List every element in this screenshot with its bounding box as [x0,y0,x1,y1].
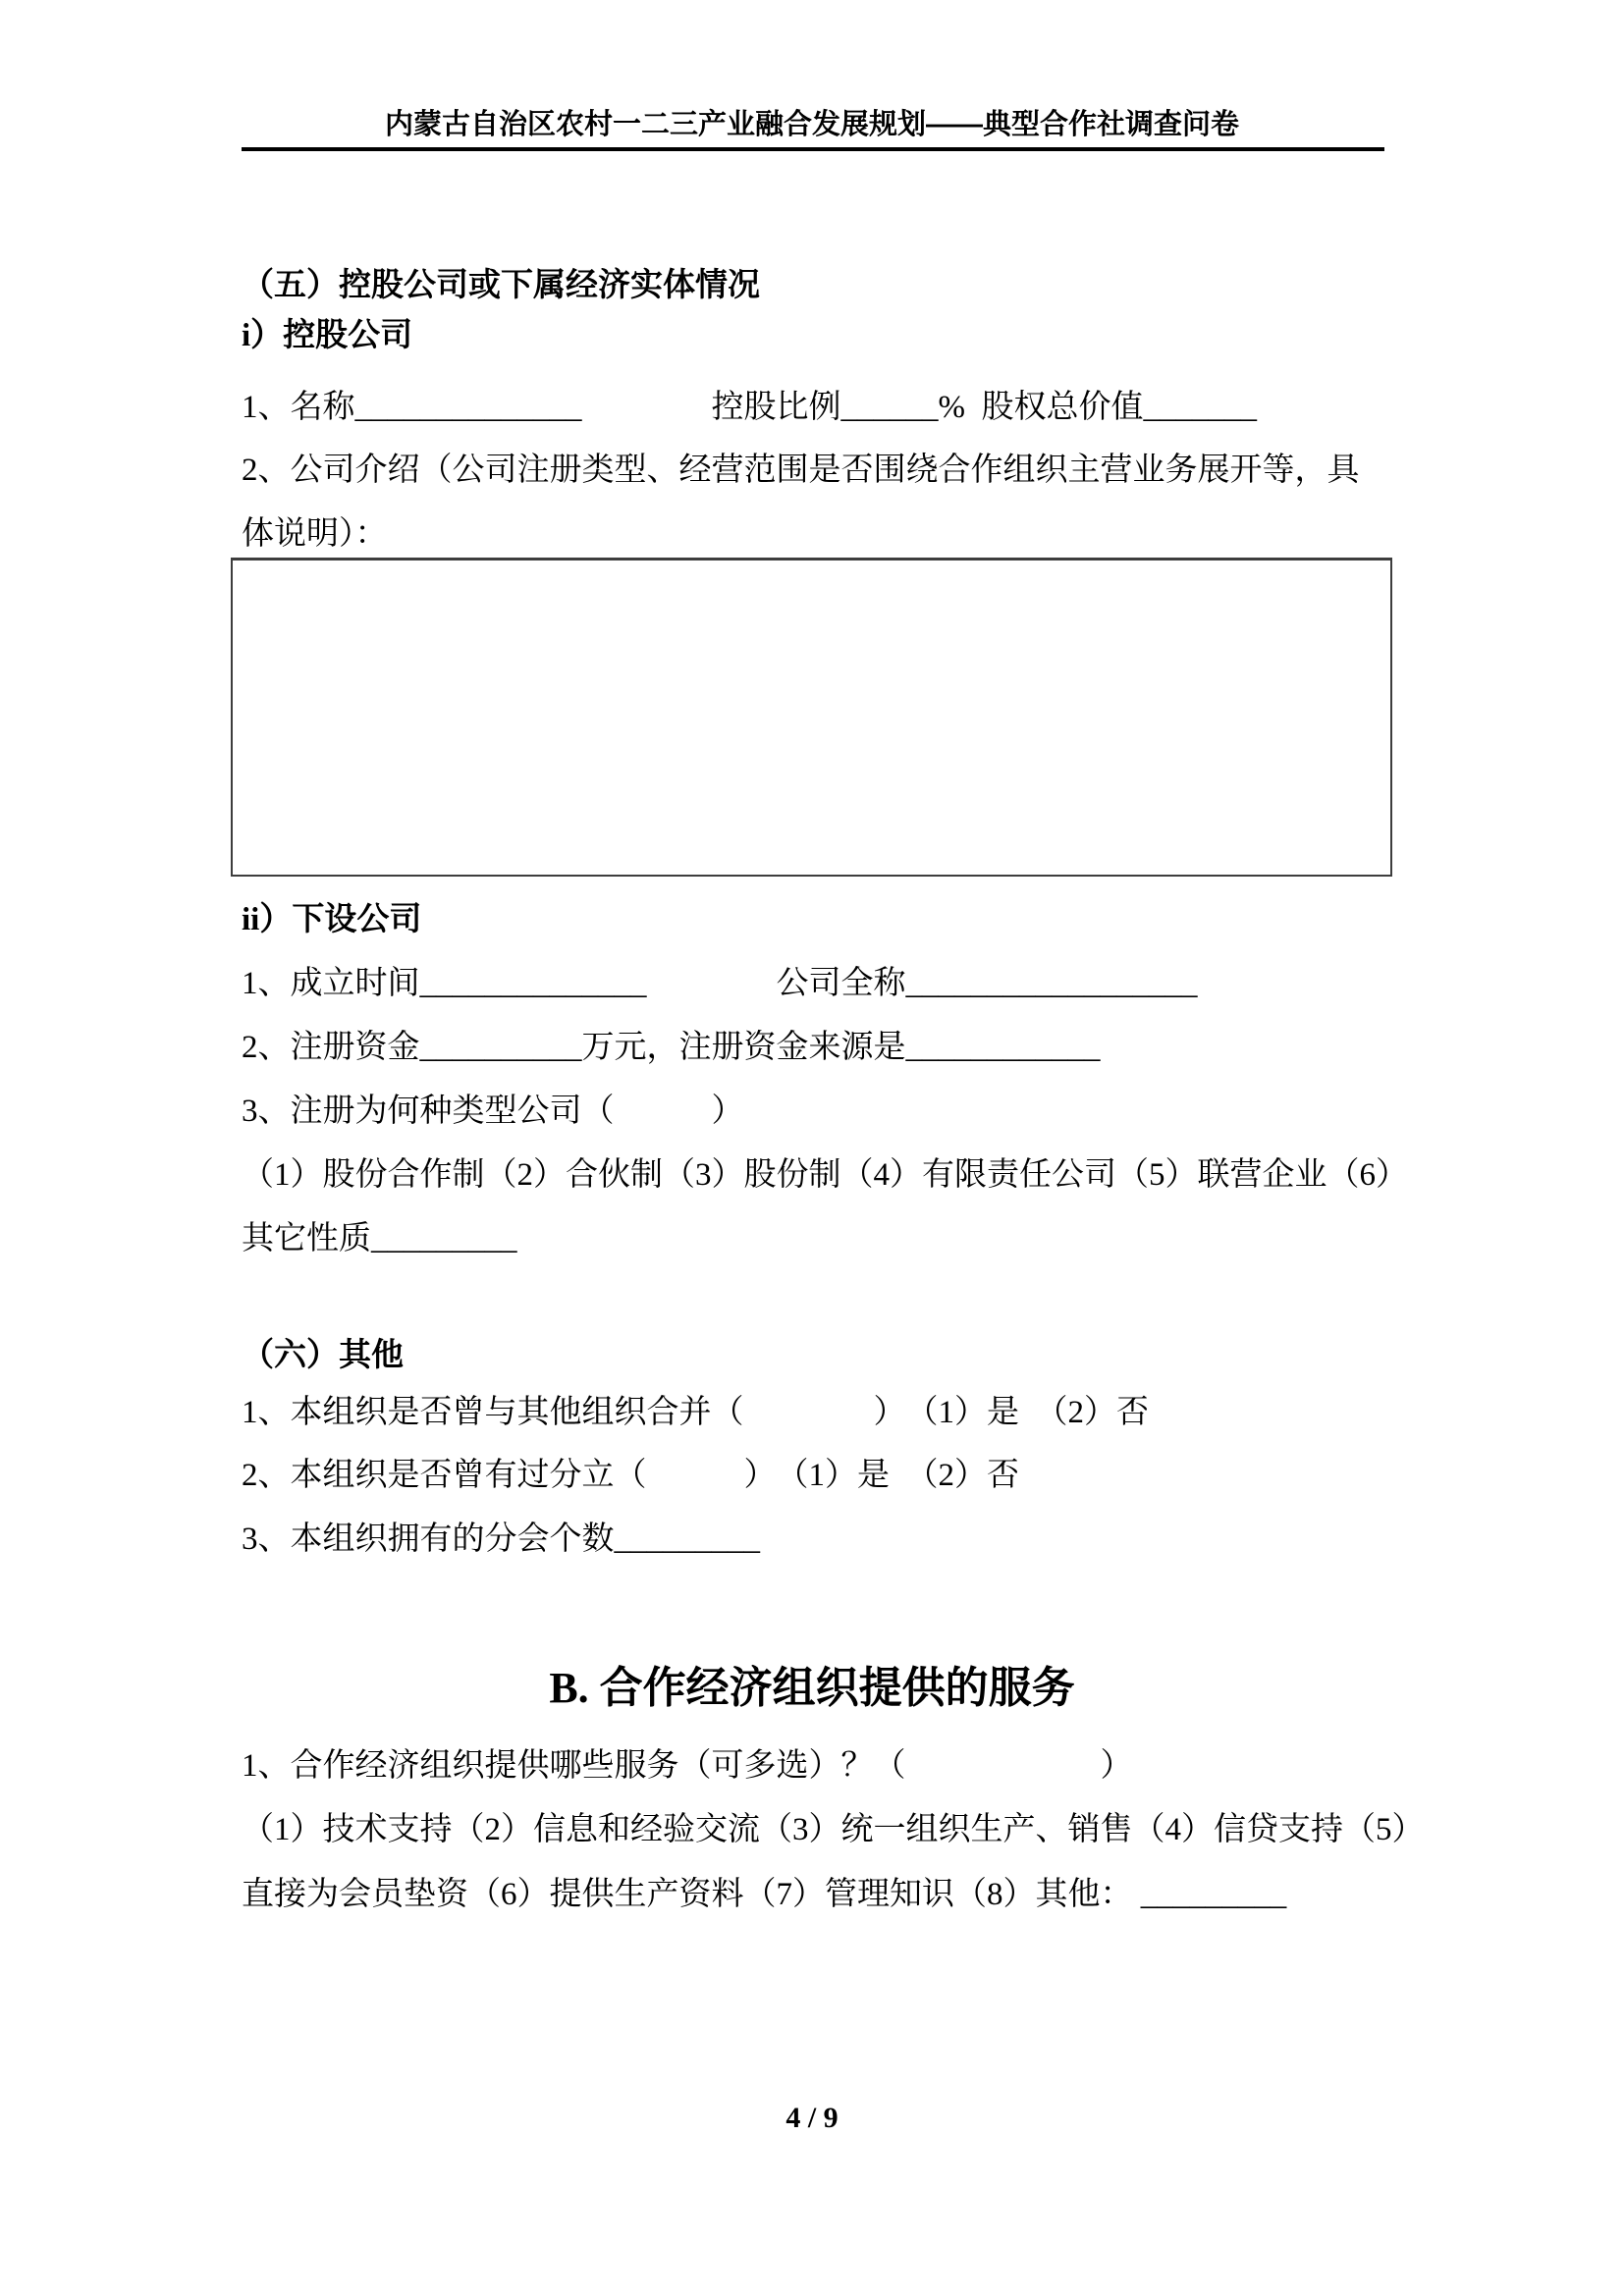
company-type-options-line1: （1）股份合作制（2）合伙制（3）股份制（4）有限责任公司（5）联营企业（6） [242,1157,1408,1193]
section6-heading: （六）其他 [242,1338,404,1373]
company-type-question: 3、注册为何种类型公司（ ） [242,1094,744,1129]
services-options-line1: （1）技术支持（2）信息和经验交流（3）统一组织生产、销售（4）信贷支持（5） [242,1812,1425,1847]
company-intro-question-line1: 2、公司介绍（公司注册类型、经营范围是否围绕合作组织主营业务展开等，具 [242,453,1360,488]
company-intro-textbox[interactable] [231,558,1392,877]
subsection-ii-heading: ii）下设公司 [242,902,422,937]
registered-capital-question: 2、注册资金__________万元，注册资金来源是____________ [242,1030,1101,1065]
branch-count-question: 3、本组织拥有的分会个数_________ [242,1522,760,1557]
document-header-title: 内蒙古自治区农村一二三产业融合发展规划——典型合作社调查问卷 [384,109,1239,140]
page-number: 4 / 9 [785,2102,839,2134]
sectionB-heading: B. 合作经济组织提供的服务 [549,1664,1075,1712]
subsidiary-founding-question: 1、成立时间______________ 公司全称__________________ [242,966,1198,1001]
company-type-options-line2: 其它性质_________ [242,1221,517,1256]
split-question: 2、本组织是否曾有过分立（ ） （1）是 （2）否 [242,1458,1019,1493]
subsection-i-heading: i）控股公司 [242,318,413,353]
section5-heading: （五）控股公司或下属经济实体情况 [242,268,760,303]
services-options-line2: 直接为会员垫资（6）提供生产资料（7）管理知识（8）其他： _________ [242,1877,1287,1912]
header-rule [242,147,1384,151]
company-intro-question-line2: 体说明）： [242,516,388,552]
services-question: 1、合作经济组织提供哪些服务（可多选）？（ ） [242,1748,1133,1784]
merger-question: 1、本组织是否曾与其他组织合并（ ） （1）是 （2）否 [242,1395,1149,1430]
holding-company-name-question: 1、名称______________ 控股比例______% 股权总价值_______ [242,390,1257,425]
